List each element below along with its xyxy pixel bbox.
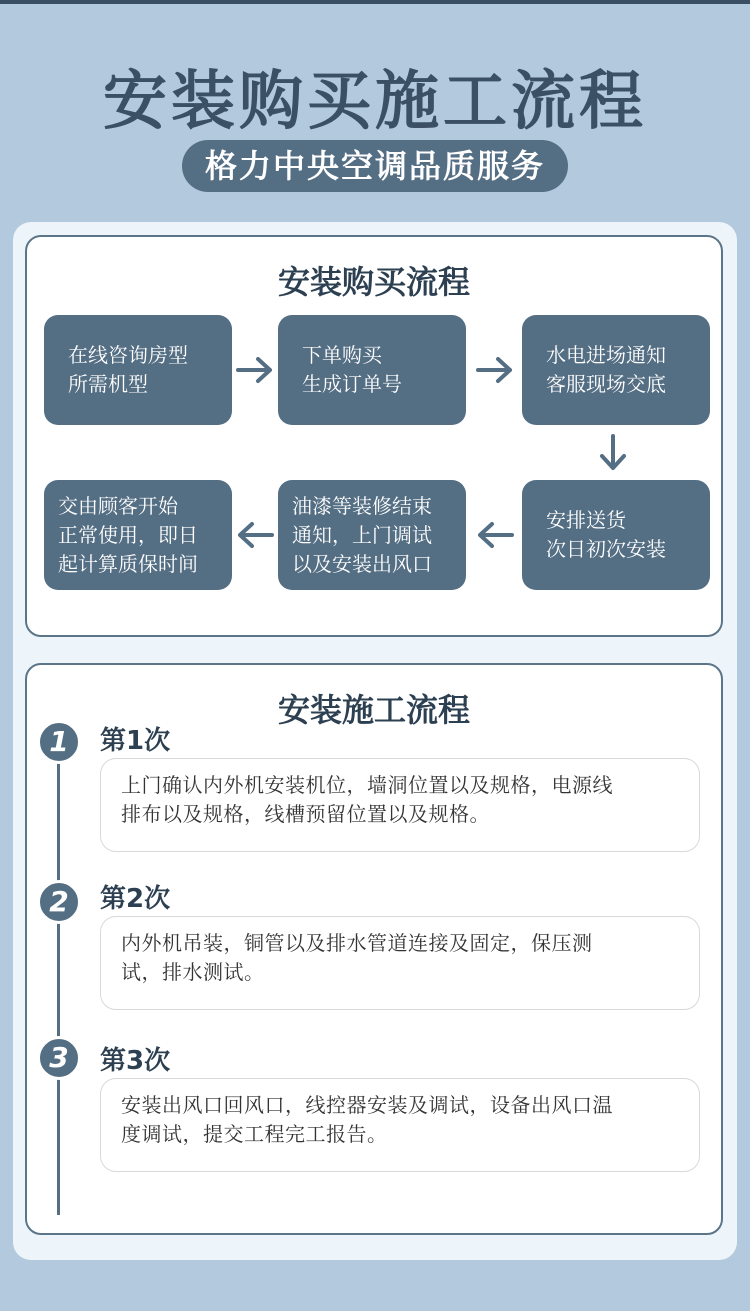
arrow-down-icon [598,434,628,472]
round-label: 第2次 [100,884,171,914]
arrow-right-icon [476,355,514,385]
flow-step-debug [278,480,466,590]
description-line: 排布以及规格，线槽预留位置以及规格。 [121,802,490,826]
step-text: 下单购买 [302,343,382,367]
step-number-badge: 1 [37,720,81,764]
step-text: 所需机型 [68,372,148,396]
round-description [100,916,700,1010]
description-line: 度调试，提交工程完工报告。 [121,1122,388,1146]
step-text: 水电进场通知 [546,343,666,367]
description-line: 安装出风口回风口，线控器安装及调试，设备出风口温 [121,1093,613,1117]
step-text: 油漆等装修结束 [292,493,432,518]
flow-step-handover [44,480,232,590]
step-text: 交由顾客开始 [58,493,178,518]
page-title: 安装购买施工流程 [103,65,647,139]
description-line: 上门确认内外机安装机位，墙洞位置以及规格，电源线 [121,773,613,797]
step-text: 客服现场交底 [546,372,666,396]
step-text: 安排送货 [546,508,626,532]
arrow-left-icon [236,520,274,550]
flow-step-notice [522,315,710,425]
description-line: 内外机吊装，铜管以及排水管道连接及固定，保压测 [121,931,593,955]
step-text: 通知，上门调试 [292,522,432,547]
description-line: 试，排水测试。 [121,960,265,984]
purchase-flow-title: 安装购买流程 [277,263,470,301]
step-text: 生成订单号 [302,372,402,396]
arrow-right-icon [236,355,274,385]
flow-step-consult [44,315,232,425]
arrow-left-icon [476,520,514,550]
step-text: 正常使用，即日 [58,522,198,547]
timeline-line [57,740,60,1215]
subtitle-badge: 格力中央空调品质服务 [182,140,568,192]
step-text: 在线咨询房型 [68,343,188,367]
install-flow-title: 安装施工流程 [277,691,470,729]
round-description [100,1078,700,1172]
step-number-badge: 3 [37,1036,81,1080]
round-label: 第1次 [100,726,171,756]
top-strip [0,0,750,4]
step-number-badge: 2 [37,880,81,924]
round-description [100,758,700,852]
flow-step-delivery [522,480,710,590]
step-text: 次日初次安装 [546,537,666,561]
flow-step-order [278,315,466,425]
round-label: 第3次 [100,1046,171,1076]
step-text: 以及安装出风口 [292,551,432,576]
step-text: 起计算质保时间 [58,551,198,576]
